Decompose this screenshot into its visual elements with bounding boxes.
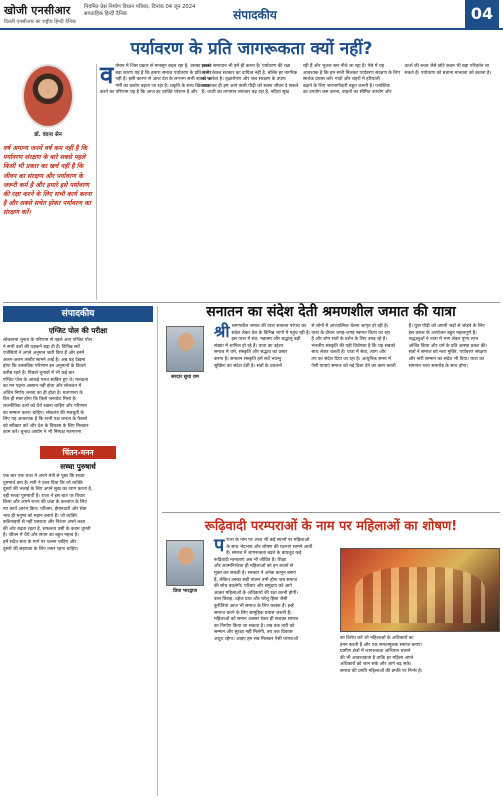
text-line: पुरुषार्थ क्या है। मंत्री ने उत्तर दिया कि जो व्यक्ति bbox=[3, 480, 83, 486]
text-line: समाज में धर्म, संस्कृति और सद्भाव का प्रसार bbox=[214, 350, 288, 356]
subhead-purusharth: सच्चा पुरुषार्थ bbox=[60, 462, 96, 471]
text-line: काम करें। चुनाव आयोग ने भी निष्पक्ष मतगणना bbox=[3, 430, 82, 436]
text-line: हैं। धरती का तापमान लगातार बढ़ रहा है, नदियां सूख bbox=[201, 90, 290, 96]
text-line: अपनाकर ही हम आने वाली पीढ़ी को स्वस्थ जीवन दे सकते bbox=[201, 83, 299, 89]
text-line: का कर्तव्य है। वृक्षारोपण और जल संरक्षण के उपाय bbox=[201, 77, 286, 83]
article-body-women-2 bbox=[340, 636, 500, 796]
text-line: अलग-अलग तस्वीर सामने आई है। अब यह देखना bbox=[3, 357, 86, 363]
text-line: को स्वीकार करें और देश के विकास के लिए मिलकर bbox=[3, 423, 89, 429]
text-line: नहीं है। इसी कारण से आज देश के लगभग सभी स्थानों पर bbox=[115, 77, 212, 83]
text-line: समाज की प्रगति महिलाओं की प्रगति पर निर्भर है। bbox=[340, 668, 423, 674]
section-divider bbox=[162, 512, 500, 513]
text-line: अंतिम निर्णय जनता का ही होता है। मतगणना के bbox=[3, 390, 83, 396]
text-line: के साथ भेदभाव और शोषण की घटनाएं सामने आती bbox=[226, 544, 313, 550]
text-line: दिन ही स्पष्ट होगा कि किसे जनादेश मिला है। bbox=[3, 397, 77, 403]
text-line: अधूरा रहेगा। आइए हम सब मिलकर ऐसी परंपराओं bbox=[214, 636, 299, 642]
text-line: दूसरों की भलाई के लिए अपने सुख का त्याग करता है, bbox=[3, 487, 93, 493]
article-headline-women: रूढ़िवादी परम्पराओं के नाम पर महिलाओं का शोषण! bbox=[204, 519, 458, 534]
text-line: साथ लेकर चलती है। यात्रा में सेवा, त्याग और bbox=[311, 350, 386, 356]
subhead-exit-poll: एग्जिट पोल की परीक्षा bbox=[48, 326, 108, 335]
drop-cap: श्री bbox=[214, 322, 230, 341]
text-line: श्रमणशील जमात की यात्रा सनातन परंपरा का bbox=[231, 324, 307, 329]
article-body-environment bbox=[100, 61, 500, 300]
page-number: 04 bbox=[465, 0, 499, 28]
section-band-editorial: संपादकीय bbox=[3, 306, 153, 322]
text-line: ग्रामीण क्षेत्रों में जागरूकता अभियान चलाने bbox=[340, 649, 411, 655]
text-line: का मन पढ़ना आसान नहीं होता और लोकतंत्र में bbox=[3, 384, 82, 390]
text-line: आकर महिलाओं के अधिकारों की रक्षा करनी होगी। bbox=[214, 590, 298, 596]
text-line: भारतीय संस्कृति की यही विशेषता है कि यह सबको bbox=[311, 343, 396, 349]
text-line: और नारी सम्मान का संदेश भी दिया। यात्रा का bbox=[408, 356, 485, 362]
author-name: सरदार सुधा राम bbox=[171, 375, 199, 380]
text-line: समापन भव्य समारोह के साथ होगा। bbox=[408, 363, 469, 369]
pull-quote: वर्ष अमान्य जनमें वर्ष कम नहीं है कि पर्यावरण संरक्षण के बारे सबसे पहले किसी भी प्रकार का खर्च नहीं है कि जीवन का संरक्षण और पर्यावरण के जरूरी कर्म है और हमारे इसे पर्यावरण की रक्षा करने के लिए सभी कार्य करना है और सबसे सचेत होकर पर्यावरण का संरक्षण करें। bbox=[3, 145, 92, 217]
text-line: इस प्रकार के आयोजन बहुत महत्वपूर्ण हैं। bbox=[408, 330, 477, 336]
text-line: करीब रहते हैं। पिछले चुनावों में भी कई बार bbox=[3, 370, 75, 376]
text-line: कुरीतियां आज भी समाज के लिए कलंक हैं। इन्हें bbox=[214, 603, 294, 609]
author-photo bbox=[22, 64, 74, 128]
text-line: करना है। सनातन संस्कृति हमें सर्वे भवन्तु bbox=[214, 356, 281, 362]
article-body-women-1 bbox=[214, 535, 336, 796]
text-line: एक बार एक राजा ने अपने मंत्री से पूछा कि सच्चा bbox=[3, 474, 85, 479]
author-photo bbox=[166, 326, 204, 372]
text-line: अधिकारों को जान सके और आगे बढ़ सके। bbox=[340, 662, 412, 668]
subhead-chintan: चिंतन-मनन bbox=[40, 446, 116, 459]
brand-tagline: दिल्ली एनसीआर का राष्ट्रीय हिन्दी दैनिक bbox=[4, 19, 76, 25]
text-line: ने सभी दलों की धड़कनें बढ़ा दी हैं। विभिन्न सर्वे bbox=[3, 344, 80, 350]
text-line: संदेश लेकर देश के विभिन्न भागों में पहुंच रही है। bbox=[231, 330, 311, 336]
text-line: की ओर बढ़ता रहता है, सफलता उसी के कदम चूमती bbox=[3, 526, 91, 532]
column-divider bbox=[96, 64, 97, 300]
dateline-text: नियमित प्रेस निर्माण विधान पत्रिका, दिनांक 04 जून 2024 bbox=[84, 4, 196, 10]
story-body bbox=[3, 474, 153, 796]
column-divider bbox=[157, 306, 158, 796]
text-line: लोकसभा चुनाव के परिणाम से पहले आए एग्जिट पोल bbox=[3, 338, 92, 343]
brand-logo bbox=[4, 3, 82, 27]
text-line: सुखिनः का संदेश देती है। संतों के प्रवचनों bbox=[214, 363, 282, 369]
text-line: है। जीवन में धैर्य और संयम का बहुत महत्व है। bbox=[3, 533, 79, 539]
text-line: इसका समाधान भी हमें ही करना है। पर्यावरण की रक्षा bbox=[201, 64, 291, 69]
section-title: संपादकीय bbox=[233, 8, 277, 22]
text-line: सार्थक प्रयास करें। गांवों और शहरों में हरियाली bbox=[303, 77, 380, 83]
text-line: ऊर्जा की बचत जैसे छोटे कदम भी बड़ा परिवर्तन ला bbox=[404, 64, 490, 69]
text-line: का निर्माण किया जा सकता है। जब तक नारी को bbox=[214, 623, 295, 629]
text-line: संतों ने समाज को नशा मुक्ति, पर्यावरण संरक्षण bbox=[408, 350, 487, 356]
text-line: इस यात्रा में संत, महात्मा और श्रद्धालु बड़ी bbox=[231, 337, 301, 343]
text-line: एजेंसियों ने अपने अनुमान जारी किए हैं और इनमें bbox=[3, 351, 85, 357]
text-line: से लोगों में आध्यात्मिक चेतना जागृत हो रही है। bbox=[311, 324, 389, 329]
text-line: किया और अपने राज्य की प्रजा के कल्याण के लिए bbox=[3, 500, 87, 506]
article-headline-environment: पर्यावरण के प्रति जागरूकता क्यों नहीं? bbox=[130, 39, 373, 59]
text-line: है और लोग संतों के दर्शन के लिए उमड़ रहे हैं। bbox=[311, 337, 387, 343]
article-headline-sanatan: सनातन का संदेश देती श्रमणशील जमात की यात्रा bbox=[206, 304, 456, 320]
text-line: लिए यह आवश्यक है कि सभी पक्ष जनता के फैसले bbox=[3, 417, 88, 423]
text-line: का सम्मान करना चाहिए। लोकतंत्र की मजबूती के bbox=[3, 410, 84, 416]
text-line: आवश्यक है कि हम सभी मिलकर पर्यावरण संरक्षण के लिए bbox=[303, 70, 401, 76]
text-line: समाप्त करने के लिए सामूहिक प्रयास जरूरी हैं। bbox=[214, 610, 292, 616]
author-name: प्रिया भारद्वाज bbox=[173, 589, 197, 594]
text-line: संख्या में शामिल हो रहे हैं। यात्रा का उद्देश्य bbox=[214, 343, 284, 349]
text-line: हैं। युवा पीढ़ी को अपनी जड़ों से जोड़ने के लिए bbox=[408, 324, 485, 329]
text-line: तप का संदेश दिया जा रहा है। आधुनिक समय में bbox=[311, 356, 391, 362]
text-line: कठिनाइयों से नहीं घबराता और निरंतर अपने लक्ष्य bbox=[3, 520, 86, 526]
text-line: सकते हैं। पर्यावरण को बचाना मानवता को बचाना है। bbox=[404, 70, 492, 76]
text-line: हमें सदैव सत्य के मार्ग पर चलना चाहिए और bbox=[3, 539, 77, 545]
author-photo bbox=[166, 540, 204, 586]
text-line: बड़ा कारण यह है कि हमारा समाज पर्यावरण के प्रति गंभीर bbox=[115, 70, 212, 76]
brand-name: खोजी एनसीआर bbox=[4, 4, 71, 17]
drop-cap: प bbox=[214, 535, 225, 556]
text-line: और आत्मनिर्भरता ही महिलाओं को इन बंधनों से bbox=[214, 564, 294, 570]
text-line: एग्जिट पोल के आंकड़े गलत साबित हुए थे। मतदाता bbox=[3, 377, 89, 383]
text-line: गर्मी का प्रकोप बढ़ता जा रहा है। प्रकृति के साथ खिलवाड़ bbox=[115, 83, 210, 89]
text-line: का उपयोग कम करना, वाहनों का सीमित उपयोग और bbox=[303, 90, 392, 96]
edition-text: साप्ताहिक हिन्दी दैनिक bbox=[84, 11, 127, 17]
text-line: नए कार्य आरंभ किए। परिश्रम, ईमानदारी और सेवा bbox=[3, 506, 87, 512]
author-name: डॉ. वंदना सेन bbox=[34, 132, 62, 138]
text-line: वही सच्चा पुरुषार्थी है। राजा ने इस बात पर विचार bbox=[3, 493, 86, 499]
text-line: र्तमान में जिस प्रकार से मानसून बदल रहा है, उसका सबसे bbox=[115, 64, 211, 69]
text-line: रही हैं और भूजल स्तर नीचे जा रहा है। ऐसे में यह bbox=[303, 64, 385, 69]
author-sidebar bbox=[3, 64, 93, 302]
text-line: की सोच बदलेगी। परिवार और समुदाय को आगे bbox=[214, 584, 292, 590]
text-line: श्रद्धालुओं ने यात्रा में भाग लेकर पुण्य लाभ bbox=[408, 337, 479, 343]
text-line: करना केवल सरकार का दायित्व नहीं है, बल्कि हर नागरिक bbox=[201, 70, 298, 76]
text-line: ऐसी यात्राएं समाज को नई दिशा देने का काम करती bbox=[311, 363, 396, 369]
text-line: बाल विवाह, दहेज प्रथा और घरेलू हिंसा जैसी bbox=[214, 597, 288, 603]
text-line: का विरोध करें जो महिलाओं के अधिकारों का bbox=[340, 636, 414, 641]
text-line: हैं, लेकिन उनका सही पालन तभी होगा जब समाज bbox=[214, 577, 297, 583]
news-photo-women bbox=[340, 548, 500, 632]
article-body-sanatan bbox=[214, 324, 500, 510]
text-line: की भी आवश्यकता है ताकि हर महिला अपने bbox=[340, 655, 414, 661]
masthead bbox=[0, 0, 503, 30]
text-line: हैं। समाज में जागरूकता बढ़ने के बावजूद कई bbox=[226, 551, 302, 557]
text-line: अर्जित किया और धर्म के प्रति आस्था प्रकट की। bbox=[408, 343, 488, 349]
text-line: होगा कि वास्तविक परिणाम इन अनुमानों के कितने bbox=[3, 364, 86, 370]
dateline bbox=[84, 4, 204, 18]
text-line: राजनीतिक दलों को धैर्य रखना चाहिए और परिणाम bbox=[3, 403, 87, 409]
text-line: बढ़ाने के लिए जनभागीदारी बहुत जरूरी है। प्लास्टिक bbox=[303, 83, 390, 89]
text-line: महिलाओं को समान अवसर देकर ही सशक्त समाज bbox=[214, 617, 299, 623]
editorial-body bbox=[3, 338, 153, 440]
text-line: भाव ही मनुष्य को महान बनाते हैं। जो व्यक्ति bbox=[3, 513, 77, 519]
text-line: रूढ़िवादी मान्यताएं अब भी जीवित हैं। शिक्षा bbox=[214, 557, 287, 563]
text-line: दूसरों की सहायता के लिए तत्पर रहना चाहिए। bbox=[3, 546, 79, 552]
text-line: यात्रा के दौरान जगह-जगह स्वागत किया जा रहा bbox=[311, 330, 390, 336]
drop-cap: व bbox=[100, 61, 114, 89]
text-line: सम्मान और सुरक्षा नहीं मिलेगी, तब तक विकास bbox=[214, 630, 293, 636]
text-line: करने का परिणाम यह है कि आज हर व्यक्ति परेशान है और bbox=[100, 90, 198, 96]
text-line: मुक्त कर सकती है। सरकार ने अनेक कानून बनाए bbox=[214, 570, 296, 576]
text-line: हनन करती हैं और एक समतामूलक समाज बनाएं। bbox=[340, 642, 423, 648]
text-line: रंपरा के नाम पर आज भी कई स्थानों पर महिलाओं bbox=[226, 538, 310, 543]
